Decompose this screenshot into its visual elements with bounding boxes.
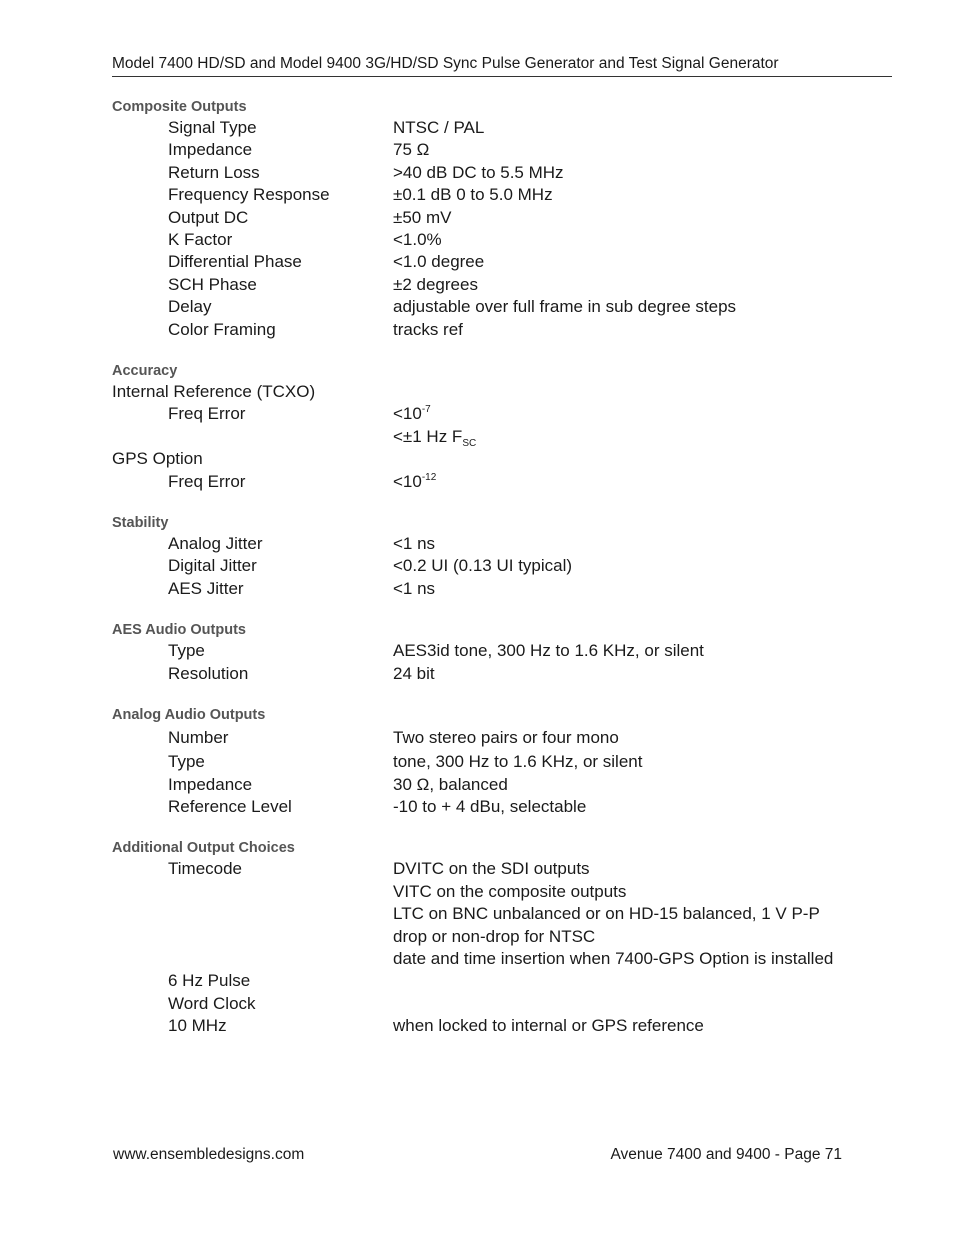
spec-label: AES Jitter — [168, 578, 244, 598]
spec-label: Digital Jitter — [168, 556, 257, 576]
spec-label: Output DC — [168, 207, 249, 227]
spec-value: >40 dB DC to 5.5 MHz — [393, 162, 564, 182]
spec-value: <0.2 UI (0.13 UI typical) — [393, 556, 573, 576]
spec-label: Impedance — [168, 774, 253, 794]
accuracy-section — [112, 361, 892, 493]
spec-row — [112, 319, 892, 341]
composite-outputs-section — [112, 97, 892, 341]
section-title: Additional Output Choices — [112, 840, 295, 857]
spec-value: adjustable over full frame in sub degree steps — [393, 297, 737, 317]
spec-row — [112, 184, 892, 206]
footer-website: www.ensembledesigns.com — [113, 1146, 305, 1163]
spec-label: Frequency Response — [168, 185, 330, 205]
timecode-value: VITC on the composite outputs — [393, 881, 627, 901]
spec-label: Impedance — [168, 140, 253, 160]
spec-label: Freq Error — [168, 471, 246, 491]
spec-row — [112, 471, 892, 493]
spec-value: <1 ns — [393, 578, 436, 598]
timecode-value: LTC on BNC unbalanced or on HD-15 balanced, 1 V P-P — [393, 904, 820, 924]
page-header: Model 7400 HD/SD and Model 9400 3G/HD/SD Sync Pulse Generator and Test Signal Generator — [112, 54, 892, 77]
spec-value: tracks ref — [393, 319, 463, 339]
gps-freq-error-value: $<10^{-12}$ — [393, 471, 437, 491]
spec-row — [112, 296, 892, 318]
spec-row — [112, 751, 892, 773]
spec-row — [112, 640, 892, 662]
spec-label: Signal Type — [168, 118, 257, 137]
timecode-value: DVITC on the SDI outputs — [393, 859, 590, 879]
spec-value: ±50 mV — [393, 207, 452, 227]
spec-row — [112, 139, 892, 161]
spec-row — [112, 274, 892, 296]
aes-audio-outputs-section — [112, 620, 892, 685]
spec-value: <1 ns — [393, 534, 436, 554]
spec-label: Color Framing — [168, 319, 276, 339]
spec-value: <1.0% — [393, 230, 442, 250]
spec-row — [112, 251, 892, 273]
spec-label: Type — [168, 752, 205, 772]
spec-content — [112, 97, 892, 1058]
spec-row — [112, 162, 892, 184]
spec-row — [112, 533, 892, 555]
spec-row — [112, 774, 892, 796]
spec-row — [112, 117, 892, 139]
spec-label: Resolution — [168, 663, 249, 683]
spec-label: Return Loss — [168, 162, 260, 182]
analog-audio-outputs-section — [112, 705, 892, 818]
spec-row — [112, 403, 892, 448]
spec-label: Timecode — [168, 859, 243, 879]
internal-reference-label: Internal Reference (TCXO) — [112, 382, 316, 402]
spec-label: 6 Hz Pulse — [168, 971, 251, 991]
spec-value: 24 bit — [393, 663, 435, 683]
spec-label: SCH Phase — [168, 274, 257, 294]
spec-label: Reference Level — [168, 796, 292, 816]
spec-label: Differential Phase — [168, 252, 302, 272]
spec-value: AES3id tone, 300 Hz to 1.6 KHz, or silent — [393, 641, 704, 661]
spec-row — [112, 970, 892, 992]
spec-label: K Factor — [168, 230, 233, 250]
spec-row — [112, 555, 892, 577]
spec-value: Two stereo pairs or four mono — [393, 728, 619, 748]
spec-value — [393, 970, 892, 992]
spec-label: Type — [168, 641, 205, 661]
spec-value: -10 to + 4 dBu, selectable — [393, 796, 587, 816]
spec-row — [112, 993, 892, 1015]
spec-row — [112, 796, 892, 818]
timecode-values — [393, 858, 892, 970]
stability-section — [112, 513, 892, 600]
section-title: Accuracy — [112, 363, 178, 380]
spec-value — [393, 403, 892, 448]
spec-label: Word Clock — [168, 993, 256, 1013]
spec-row — [112, 663, 892, 685]
footer-page-label: Avenue 7400 and 9400 - Page 71 — [610, 1146, 842, 1163]
spec-value: ±2 degrees — [393, 274, 478, 294]
timecode-value: date and time insertion when 7400-GPS Option is installed — [393, 948, 834, 968]
section-title: Stability — [112, 515, 169, 532]
timecode-value: drop or non-drop for NTSC — [393, 926, 596, 946]
spec-row — [112, 229, 892, 251]
gps-option-label: GPS Option — [112, 449, 203, 469]
spec-row — [112, 207, 892, 229]
spec-row — [112, 578, 892, 600]
spec-value: <1.0 degree — [393, 252, 485, 272]
spec-value: 75 Ω — [393, 140, 430, 160]
spec-value: 30 Ω, balanced — [393, 774, 508, 794]
section-title: AES Audio Outputs — [112, 622, 246, 639]
spec-row — [112, 858, 892, 970]
internal-freq-error-value: $<10^{-7}$ — [393, 404, 431, 424]
section-title: Analog Audio Outputs — [112, 707, 266, 724]
spec-row — [112, 1015, 892, 1037]
spec-row — [112, 725, 892, 751]
spec-value — [393, 993, 892, 1015]
spec-label: 10 MHz — [168, 1016, 227, 1036]
spec-label: Number — [168, 728, 229, 748]
internal-freq-hz-value: <±1 Hz $F_{SC}$ — [393, 426, 477, 449]
spec-value: tone, 300 Hz to 1.6 KHz, or silent — [393, 752, 643, 772]
spec-label: Delay — [168, 297, 212, 317]
spec-value: NTSC / PAL — [393, 118, 485, 137]
additional-output-choices-section — [112, 838, 892, 1037]
spec-label: Freq Error — [168, 404, 246, 424]
spec-value: ±0.1 dB 0 to 5.0 MHz — [393, 185, 553, 205]
spec-value: when locked to internal or GPS reference — [393, 1016, 704, 1036]
section-title: Composite Outputs — [112, 99, 247, 115]
spec-label: Analog Jitter — [168, 534, 263, 554]
